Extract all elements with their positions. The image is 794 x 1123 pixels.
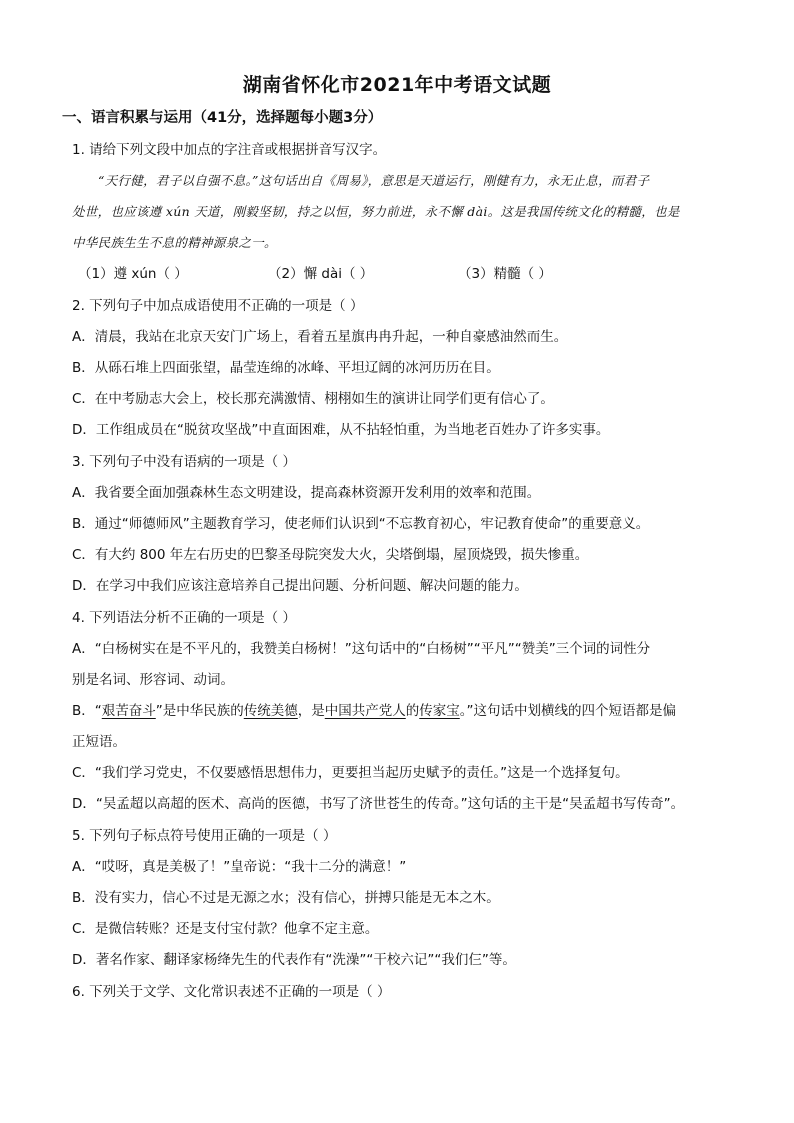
question-5-option-d: D．著名作家、翻译家杨绛先生的代表作有“洗澡”“干校六记”“我们仨”等。 bbox=[72, 952, 516, 968]
question-4-option-b-suffix: 。”这句话中划横线的四个短语都是偏 bbox=[459, 703, 677, 719]
question-3-option-b: B．通过“师德师风”主题教育学习，使老师们认识到“不忘教育初心，牢记教育使命”的重要意义。 bbox=[72, 516, 650, 532]
question-4-option-b-line-1 bbox=[72, 701, 676, 721]
question-1-blank-2: （2）懈 dài（ ） bbox=[268, 266, 374, 282]
question-4-option-b-text-3: 的 bbox=[405, 703, 420, 719]
question-1-blank-1: （1）遵 xún（ ） bbox=[78, 266, 188, 282]
question-1-passage-line-1: “天行健，君子以自强不息。”这句话出自《周易》，意思是天道运行，刚健有力，永无止息，而君子 bbox=[98, 173, 650, 188]
question-2-stem: 2. 下列句子中加点成语使用不正确的一项是（ ） bbox=[72, 298, 364, 314]
question-5-option-a: A．“哎呀，真是美极了！”皇帝说：“我十二分的满意！” bbox=[72, 859, 407, 875]
question-5-option-b: B．没有实力，信心不过是无源之水；没有信心，拼搏只能是无本之木。 bbox=[72, 890, 500, 906]
question-5-option-c: C．是微信转账？还是支付宝付款？他拿不定主意。 bbox=[72, 921, 379, 937]
question-3-option-c: C．有大约 800 年左右历史的巴黎圣母院突发大火，尖塔倒塌，屋顶烧毁，损失惨重。 bbox=[72, 547, 589, 563]
section-heading: 一、语言积累与运用（41分，选择题每小题3分） bbox=[62, 110, 383, 126]
underlined-phrase-2: 传统美德 bbox=[243, 703, 298, 719]
question-4-option-a-line-1: A．“白杨树实在是不平凡的，我赞美白杨树！”这句话中的“白杨树”“平凡”“赞美”三个词的词性分 bbox=[72, 641, 651, 657]
question-4-option-d: D．“吴孟超以高超的医术、高尚的医德，书写了济世苍生的传奇。”这句话的主干是“吴孟超书写传奇”。 bbox=[72, 796, 685, 812]
question-2-option-c: C．在中考励志大会上，校长那充满激情、栩栩如生的演讲让同学们更有信心了。 bbox=[72, 391, 554, 407]
question-3-option-d: D．在学习中我们应该注意培养自己提出问题、分析问题、解决问题的能力。 bbox=[72, 578, 528, 594]
underlined-phrase-3: 中国共产党人 bbox=[324, 703, 406, 719]
question-5-stem: 5. 下列句子标点符号使用正确的一项是（ ） bbox=[72, 828, 337, 844]
question-2-option-b: B．从砾石堆上四面张望，晶莹连绵的冰峰、平坦辽阔的冰河历历在目。 bbox=[72, 360, 500, 376]
underlined-phrase-4: 传家宝 bbox=[419, 703, 460, 719]
question-4-option-a-line-2: 别是名词、形容词、动词。 bbox=[72, 672, 234, 688]
question-4-option-c: C．“我们学习党史，不仅要感悟思想伟力，更要担当起历史赋予的责任。”这是一个选择复句。 bbox=[72, 765, 629, 781]
question-4-option-b-text-1: ”是中华民族的 bbox=[155, 703, 244, 719]
question-3-stem: 3. 下列句子中没有语病的一项是（ ） bbox=[72, 454, 296, 470]
question-3-option-a: A．我省要全面加强森林生态文明建设，提高森林资源开发利用的效率和范围。 bbox=[72, 485, 541, 501]
question-4-option-b-line-2: 正短语。 bbox=[72, 734, 126, 750]
question-1-stem: 1. 请给下列文段中加点的字注音或根据拼音写汉字。 bbox=[72, 142, 387, 158]
question-1-passage-line-3: 中华民族生生不息的精神源泉之一。 bbox=[72, 235, 277, 250]
question-4-option-b-text-2: ，是 bbox=[297, 703, 325, 719]
underlined-phrase-1: 艰苦奋斗 bbox=[101, 703, 156, 719]
page-title: 湖南省怀化市2021年中考语文试题 bbox=[242, 74, 552, 96]
question-1-passage-line-2: 处世，也应该遵 xún 天道，刚毅坚韧，持之以恒，努力前进，永不懈 dài。这是我国传统文化的精髓，也是 bbox=[72, 204, 680, 219]
question-4-option-b-prefix: B．“ bbox=[72, 703, 102, 719]
question-2-option-d: D．工作组成员在“脱贫攻坚战”中直面困难，从不拈轻怕重，为当地老百姓办了许多实事。 bbox=[72, 422, 610, 438]
question-1-blank-3: （3）精髓（ ） bbox=[458, 266, 552, 282]
question-6-stem: 6. 下列关于文学、文化常识表述不正确的一项是（ ） bbox=[72, 984, 391, 1000]
question-2-option-a: A．清晨，我站在北京天安门广场上，看着五星旗冉冉升起，一种自豪感油然而生。 bbox=[72, 329, 568, 345]
question-4-stem: 4. 下列语法分析不正确的一项是（ ） bbox=[72, 610, 296, 626]
